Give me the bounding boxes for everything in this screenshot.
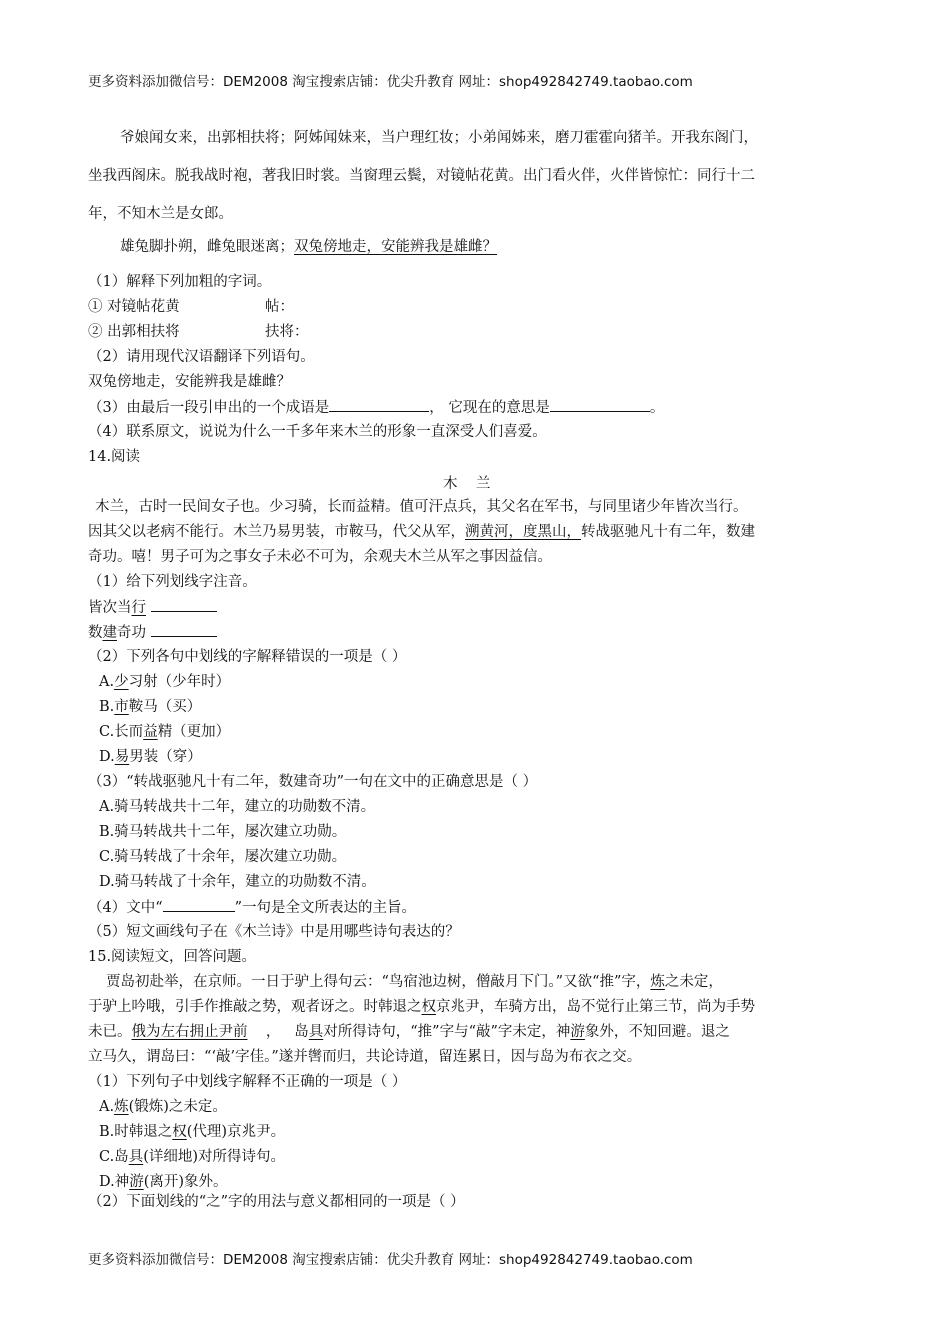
q14-pinyin-2-c: 奇功 <box>117 625 146 641</box>
q15-p1-a-post: (锻炼)之未定。 <box>128 1099 227 1115</box>
q15-text-line-2 <box>88 997 755 1017</box>
answer-blank[interactable] <box>163 897 235 912</box>
q14-p2-a-pre: A. <box>99 674 115 690</box>
answer-blank[interactable] <box>550 397 650 412</box>
q15-t3-g: 象外，不知回避。退之 <box>584 1024 730 1040</box>
q14-part-2-option-d <box>99 747 202 767</box>
q15-heading: 15.阅读短文，回答问题。 <box>88 949 257 965</box>
q15-p1-b-post: (代理)京兆尹。 <box>186 1124 286 1140</box>
q14-p2-c-underlined: 益 <box>143 724 158 740</box>
q14-part-2-option-c <box>99 722 230 742</box>
q14-p2-a-underlined: 少 <box>114 674 129 690</box>
q15-t2-underlined: 权 <box>421 999 436 1015</box>
q13-word-1: ① 对镜帖花黄 <box>88 299 180 315</box>
q14-p2-b-post: 鞍马（买） <box>128 699 202 715</box>
q14-pinyin-2 <box>88 622 217 643</box>
q14-part-4-b: ”一句是全文所表达的主旨。 <box>234 900 417 916</box>
q14-p2-d-post: 男装（穿） <box>129 749 202 765</box>
q15-t1-a: 贾岛初赴举，在京师。一日于驴上得句云：“鸟宿池边树，僧敲月下门。”又欲“推”字， <box>106 974 651 990</box>
q13-part-3-a: （3）由最后一段引申出的一个成语是 <box>88 400 330 416</box>
q13-word-2: ② 出郭相扶将 <box>88 324 180 340</box>
q15-p1-b-pre: B.时韩退之 <box>99 1124 173 1140</box>
q14-title: 木 兰 <box>443 476 491 492</box>
q15-text-line-3 <box>88 1022 730 1042</box>
q14-part-2: （2）下列各句中划线的字解释错误的一项是（ ） <box>88 649 407 665</box>
q15-part-2: （2）下面划线的“之”字的用法与意义都相同的一项是（ ） <box>88 1194 465 1210</box>
q14-pinyin-1-a: 皆次当 <box>88 600 132 616</box>
q15-t3-e: 对所得诗句，“推”字与“敲”字未定，神 <box>323 1024 571 1040</box>
q14-heading: 14.阅读 <box>88 449 141 465</box>
answer-blank[interactable] <box>151 622 217 637</box>
q14-part-3-option-a: A.骑马转战共十二年，建立的功勋数不清。 <box>99 799 376 815</box>
q14-part-3: （3）“转战驱驰凡十有二年，数建奇功”一句在文中的正确意思是（ ） <box>88 774 538 790</box>
q14-part-5: （5）短文画线句子在《木兰诗》中是用哪些诗句表达的？ <box>88 924 460 940</box>
q14-text-line-1: 木兰，古时一民间女子也。少习骑，长而益精。值可汗点兵，其父名在军书，与同里诸少年皆次当行。 <box>95 499 748 515</box>
q15-p1-a-underlined: 炼 <box>114 1099 129 1115</box>
q15-part-1-option-b <box>99 1122 285 1142</box>
q15-text-line-1 <box>106 972 723 992</box>
q14-part-4 <box>88 897 416 918</box>
q15-p1-b-underlined: 权 <box>172 1124 187 1140</box>
q15-t1-underlined: 炼 <box>650 974 665 990</box>
answer-blank[interactable] <box>329 397 429 412</box>
q14-pinyin-2-underlined: 建 <box>102 625 117 641</box>
q15-t3-underlined-you: 游 <box>570 1024 585 1040</box>
q15-p1-c-post: (详细地)对所得诗句。 <box>143 1149 286 1165</box>
q14-text-line-2-c: 转战驱驰凡十有二年，数建 <box>581 524 755 540</box>
q15-t3-a: 未已。 <box>88 1024 132 1040</box>
q13-part-3-c: 。 <box>649 400 665 416</box>
q15-text-line-4: 立马久，谓岛曰：“‘敲’字佳。”遂并辔而归，共论诗道，留连累日，因与岛为布衣之交。 <box>88 1049 642 1065</box>
answer-blank[interactable] <box>151 597 217 612</box>
q15-p1-c-pre: C.岛 <box>99 1149 129 1165</box>
q13-word-2-key: 扶将： <box>265 324 309 340</box>
q15-part-1-option-d <box>99 1172 228 1192</box>
q13-part-4: （4）联系原文，说说为什么一千多年来木兰的形象一直深受人们喜爱。 <box>88 424 547 440</box>
q15-part-1-option-a <box>99 1097 227 1117</box>
q14-text-line-3: 奇功。嘻！男子可为之事女子未必不可为，余观夫木兰从军之事因益信。 <box>88 549 552 565</box>
q14-p2-c-post: 精（更加） <box>157 724 231 740</box>
q14-text-line-2-underlined: 溯黄河，度黑山， <box>465 524 581 540</box>
q15-t3-underlined-sentence: 俄为左右拥止尹前 <box>131 1024 248 1040</box>
q15-part-1-option-c <box>99 1147 285 1167</box>
q14-p2-d-pre: D. <box>99 749 115 765</box>
q13-part-1: （1）解释下列加粗的字词。 <box>88 274 272 290</box>
poem-line-4 <box>120 237 497 257</box>
q14-pinyin-2-a: 数 <box>88 625 103 641</box>
q15-part-1: （1）下列句子中划线字解释不正确的一项是（ ） <box>88 1074 407 1090</box>
q15-p1-d-post: (离开)象外。 <box>143 1174 228 1190</box>
page-footer: 更多资料添加微信号：DEM2008 淘宝搜索店铺：优尖升教育 网址：shop492842749.taobao.com <box>88 1252 693 1268</box>
poem-line-2: 坐我西阁床。脱我战时袍，著我旧时裳。当窗理云鬓，对镜帖花黄。出门看火伴，火伴皆惊忙：同行十二 <box>88 168 755 184</box>
q14-part-3-option-c: C.骑马转战了十余年，屡次建立功勋。 <box>99 849 347 865</box>
poem-line-1: 爷娘闻女来，出郭相扶将；阿姊闻妹来，当户理红妆；小弟闻姊来，磨刀霍霍向猪羊。开我东阁门， <box>120 130 758 146</box>
q14-p2-b-pre: B. <box>99 699 115 715</box>
poem-line-4-start: 雄兔脚扑朔，雌兔眼迷离； <box>120 239 294 255</box>
q14-part-3-option-b: B.骑马转战共十二年，屡次建立功勋。 <box>99 824 347 840</box>
q15-p1-d-pre: D.神 <box>99 1174 130 1190</box>
q14-pinyin-1 <box>88 597 217 618</box>
q13-part-2-sentence: 双兔傍地走，安能辨我是雄雌？ <box>88 374 291 390</box>
q14-p2-c-pre: C.长而 <box>99 724 144 740</box>
poem-line-4-underlined: 双兔傍地走，安能辨我是雄雌？ <box>294 239 497 255</box>
q13-part-3 <box>88 397 664 418</box>
q13-word-1-key: 帖： <box>265 299 294 315</box>
q15-t3-underlined-ju: 具 <box>308 1024 324 1040</box>
q15-t3-c: ， 岛 <box>247 1024 309 1040</box>
q15-t2-a: 于驴上吟哦，引手作推敲之势，观者讶之。时韩退之 <box>88 999 422 1015</box>
q14-part-2-option-a <box>99 672 230 692</box>
poem-line-3: 年，不知木兰是女郎。 <box>88 206 233 222</box>
q14-p2-b-underlined: 市 <box>114 699 129 715</box>
q14-part-4-a: （4）文中“ <box>88 900 163 916</box>
q14-text-line-2-a: 因其父以老病不能行。木兰乃易男装，市鞍马，代父从军， <box>88 524 465 540</box>
q14-p2-a-post: 习射（少年时） <box>128 674 231 690</box>
q15-p1-a-pre: A. <box>99 1099 115 1115</box>
q15-t2-c: 京兆尹，车骑方出，岛不觉行止第三节，尚为手势 <box>436 999 755 1015</box>
q14-part-2-option-b <box>99 697 201 717</box>
q14-p2-d-underlined: 易 <box>114 749 130 765</box>
q15-t1-c: 之未定， <box>664 974 723 990</box>
page-header: 更多资料添加微信号：DEM2008 淘宝搜索店铺：优尖升教育 网址：shop492842749.taobao.com <box>88 74 693 90</box>
q14-pinyin-1-underlined: 行 <box>131 600 146 616</box>
q13-part-2: （2）请用现代汉语翻译下列语句。 <box>88 349 315 365</box>
q15-p1-d-underlined: 游 <box>129 1174 144 1190</box>
q13-part-3-b: ， 它现在的意思是 <box>429 400 550 416</box>
q14-part-1: （1）给下列划线字注音。 <box>88 574 257 590</box>
q15-p1-c-underlined: 具 <box>128 1149 144 1165</box>
q14-part-3-option-d: D.骑马转战了十余年，建立的功勋数不清。 <box>99 874 376 890</box>
q14-text-line-2 <box>88 522 755 542</box>
